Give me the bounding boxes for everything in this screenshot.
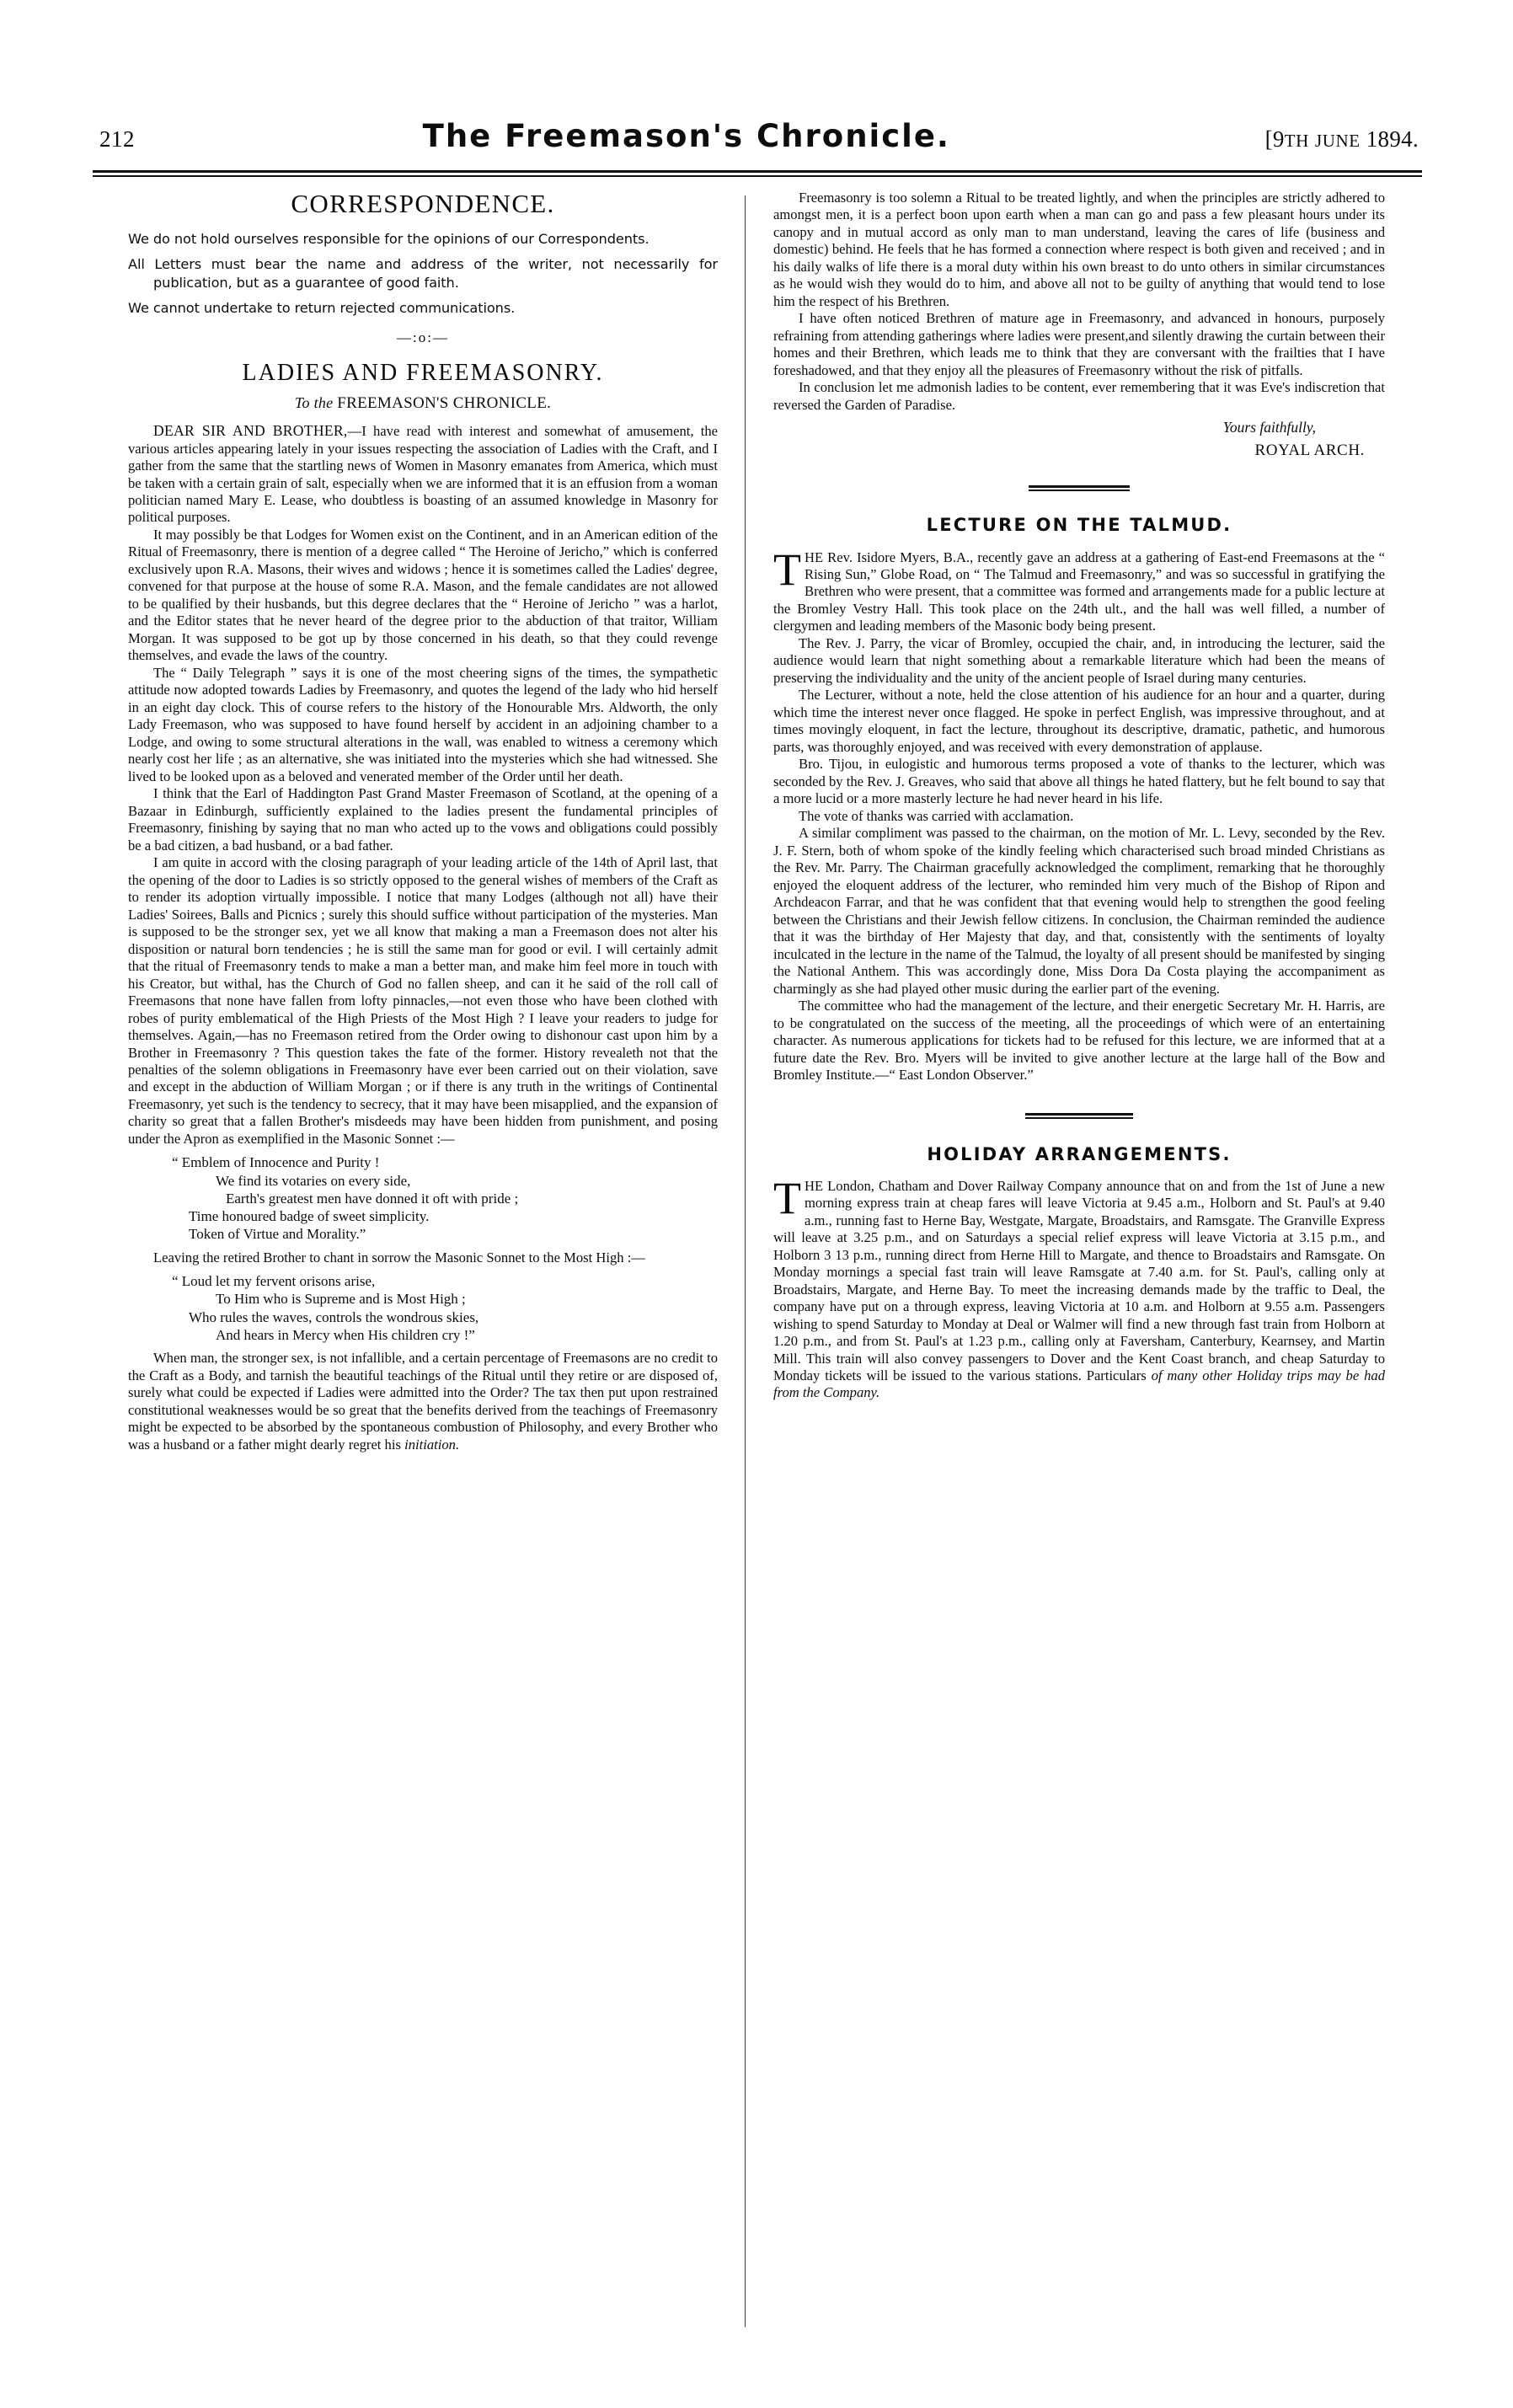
addressee-to: To the — [294, 394, 334, 412]
holiday-paragraph-1 — [773, 1172, 1385, 1402]
talmud-paragraph-4: Bro. Tijou, in eulogistic and humorous terms proposed a vote of thanks to the lecturer, which was seconded by the Rev. J. Greaves, who said that above all things he hated flattery, but he felt bound to say that a more lucid or a more masterly lecture he had never heard in his life. — [773, 756, 1385, 807]
page-number: 212 — [99, 126, 135, 152]
talmud-paragraph-1: THE Rev. Isidore Myers, B.A., recently gave an address at a gathering of East-end Freemasons at the “ Rising Sun,” Globe Road, on “ The Talmud and Freemasonry,” and was so successful in gratifying the Brethren who were present, that a committee was formed and arrangements made for a public lecture at the Bromley Vestry Hall. This took place on the 24th ult., and the hall was well filled, a number of clergymen and leading members of the Masonic body being present. — [773, 543, 1385, 634]
ladies-freemasonry-heading: LADIES AND FREEMASONRY. — [242, 359, 604, 386]
letter-addressee — [128, 393, 718, 413]
talmud-paragraph-3: The Lecturer, without a note, held the close attention of his audience for an hour and a quarter, during which time the interest never once flagged. He spoke in perfect English, was impressive throughout, and at times movingly eloquent, in fact the lecture, throughout its descriptive, dramatic, pathetic, and humorous parts, was thoroughly enjoyed, and was received with every demonstration of applause. — [773, 687, 1385, 755]
verse1-line-4: Time honoured badge of sweet simplicity. — [189, 1208, 430, 1225]
holiday-paragraph-1-text: THE London, Chatham and Dover Railway Company announce that on and from the 1st of June a new morning express train at cheap fares will leave Victoria at 9.45 a.m., Holborn and St. Paul's at 9.40 a.m., running fast to Herne Bay, Westgate, Margate, Broadstairs, and Ramsgate. The Granville Express will leave at 3.25 p.m., and on Saturdays a special relief express will leave Victoria at 3.15 p.m., and Holborn 3 13 p.m., running direct from Herne Hill to Margate, and thence to Broadstairs and Ramsgate. On Monday mornings a special fast train will leave Ramsgate at 7.40 a.m. for St. Paul's, calling only at Broadstairs, Margate, and Herne Bay. To meet the increasing demands made by the traffic to Deal, the company have put on a through express, leaving Victoria at 10 a.m. and Holborn at 9.55 a.m. Passengers wishing to spend Saturday to Monday at Deal or Walmer will find a new through fast train from Holborn at 1.20 p.m., and from St. Paul's at 1.23 p.m., calling only at Faversham, Canterbury, Kearnsey, and Martin Mill. This train will also convey passengers to Dover and the Kent Coast branch, and cheap Saturday to Monday tickets will be issued to the various stations. Particulars — [773, 1172, 1385, 1383]
letter-paragraph-2: It may possibly be that Lodges for Women exist on the Continent, and in an American edition of the Ritual of Freemasonry, there is mention of a degree called “ The Heroine of Jericho,” which is conferred exclusively upon R.A. Masons, their wives and widows ; hence it is sometimes called the Ladies' degree, convened for that purpose at the house of some R.A. Mason, and the female candidates are not allowed to be qualified by their husbands, but this degree declares that the “ Heroine of Jericho ” was a harlot, and the Editor states that he never heard of the degree prior to the abduction of that traitor, William Morgan. It was supposed to be got up by those concerned in his death, so that they could revenge themselves, and evade the laws of the country. — [128, 526, 718, 664]
letter-paragraph-7 — [128, 1350, 718, 1453]
letter-paragraph-5: I am quite in accord with the closing paragraph of your leading article of the 14th of April last, that the opening of the door to Ladies is so strictly opposed to the general wishes of members of the Craft as to render its adoption virtually impossible. I notice that many Lodges (although not all) have their Ladies' Soirees, Balls and Picnics ; surely this should suffice without participation of the mysteries. Man is supposed to be the stronger sex, yet we all know that making a man a Freemason does not alter his disposition or natural born tendencies ; he is still the same man for good or evil. I will certainly admit that the ritual of Freemasonry tends to make a man a better man, and make him feel more in touch with his Creator, but withal, has the Church of God no fallen sheep, and can it he said of the roll call of Freemasons that none have fallen from lofty pinnacles,—not even those who have been clothed with robes of purity emblematical of the High Priests of the Most High ? I leave your readers to judge for themselves. Again,—has no Freemason retired from the Order owing to dishonour cast upon him by a Brother in Freemasonry ? This question takes the fate of the former. History revealeth not that the penalties of the solemn obligations in Freemasonry have ever been carried out on their violation, save and except in the abduction of William Morgan ; or if there is any truth in the writings of Continental Freemasonry, yet such is the tendency to secrecy, that it may have been misapplied, and the expansion of charity so great that a fallen Brother's misdeeds may have been hidden from punishment, and posing under the Apron as exemplified in the Masonic Sonnet :— — [128, 854, 718, 1147]
letter-paragraph-6: Leaving the retired Brother to chant in sorrow the Masonic Sonnet to the Most High :— — [153, 1249, 645, 1266]
issue-date-day: 9 — [1272, 126, 1285, 152]
verse1-line-5: Token of Virtue and Morality.” — [189, 1226, 366, 1243]
issue-date — [1265, 126, 1419, 153]
letter-closing-word: initiation. — [404, 1436, 460, 1453]
letter-signoff: Yours faithfully, — [1222, 419, 1316, 436]
lecture-talmud-heading: LECTURE ON THE TALMUD. — [926, 515, 1232, 536]
right-column — [773, 190, 1385, 1402]
editorial-notice-2: All Letters must bear the name and address of the writer, not necessarily for publication, but as a guarantee of good faith. — [128, 256, 718, 291]
talmud-paragraph-5: The vote of thanks was carried with acclamation. — [799, 807, 1074, 824]
left-column — [128, 190, 718, 1453]
letter-salutation: DEAR SIR AND BROTHER, — [153, 421, 348, 439]
masthead-rule — [93, 170, 1422, 177]
letter-continued-paragraph-2: I have often noticed Brethren of mature age in Freemasonry, and advanced in honours, purposely refraining from attending gatherings where ladies were present,and silently drawing the curtain between their homes and their Brethren, which leads me to think that they are conversant with the frailties that I have foreshadowed, and that they enjoy all the pleasures of Freemasonry without the risk of pitfalls. — [773, 310, 1385, 378]
letter-paragraph-1 — [128, 422, 718, 527]
verse1-line-3: Earth's greatest men have donned it oft with pride ; — [226, 1190, 519, 1207]
verse2-line-1: “ Loud let my fervent orisons arise, — [172, 1273, 376, 1290]
masonic-sonnet-verse-1 — [128, 1153, 718, 1243]
letter-paragraph-7-text: When man, the stronger sex, is not infallible, and a certain percentage of Freemasons are no credit to the Craft as a Body, and tarnish the beautiful teachings of the Ritual until they retire or are disposed of, surely what could be expected if Ladies were admitted into the Order? The tax then put upon restrained constitutional weaknesses would be so great that the benefits derived from the teachings of Freemasonry might be expected to be absorbed by the spontaneous combustion of Philosophy, and every Brother who was a husband or a father might dearly regret his — [128, 1350, 718, 1453]
talmud-paragraph-2: The Rev. J. Parry, the vicar of Bromley, occupied the chair, and, in introducing the lecturer, said the audience would learn that night something about a remarkable literature which had been the means of preserving the individuality and the unity of the ancient people of Israel during many centuries. — [773, 634, 1385, 686]
masonic-sonnet-verse-2 — [128, 1272, 718, 1344]
correspondence-heading: CORRESPONDENCE. — [291, 189, 555, 218]
verse2-line-4: And hears in Mercy when His children cry !” — [216, 1326, 475, 1343]
talmud-paragraph-7: The committee who had the management of the lecture, and their energetic Secretary Mr. H. Harris, are to be congratulated on the success of the meeting, all the proceedings of which were of an entertaining character. As numerous applications for tickets had to be refused for this lecture, we are informed that at a future date the Rev. Bro. Myers will be invited to give another lecture at the large hall of the Bow and Bromley Institute.—“ East London Observer.” — [773, 998, 1385, 1084]
holiday-closing-note: of many other Holiday trips may be had from the Company. — [773, 1367, 1385, 1401]
ornament-divider: —:o:— — [397, 329, 449, 345]
publication-title: The Freemason's Chronicle. — [422, 118, 950, 154]
letter-paragraph-4: I think that the Earl of Haddington Past Grand Master Freemason of Scotland, at the opening of a Bazaar in Edinburgh, sufficiently explained to the ladies present the fundamental principles of Freemasonry, finishing by saying that no man who acted up to the vows and obligations could possibly be a bad citizen, a bad husband, or a bad father. — [128, 785, 718, 854]
letter-continued-paragraph-3: In conclusion let me admonish ladies to be content, ever remembering that it was Eve's indiscretion that reversed the Garden of Paradise. — [773, 379, 1385, 413]
editorial-notice-3: We cannot undertake to return rejected communications. — [128, 300, 516, 317]
verse1-line-2: We find its votaries on every side, — [216, 1172, 411, 1189]
holiday-arrangements-heading: HOLIDAY ARRANGEMENTS. — [927, 1143, 1232, 1164]
section-divider-rule-2 — [1025, 1113, 1133, 1119]
letter-paragraph-1-text: —I have read with interest and somewhat of amusement, the various articles appearing lately in your issues respecting the association of Ladies with the Craft, and I gather from the same that the startling news of Women in Masonry emanates from America, which must be taken with a certain grain of salt, especially when we are informed that it is an effusion from a woman politician named Mary E. Lease, who doubtless is boasting of an assumed knowledge in Masonry for political purposes. — [128, 422, 719, 526]
verse1-line-1: “ Emblem of Innocence and Purity ! — [172, 1154, 380, 1171]
letter-signature: ROYAL ARCH. — [1254, 441, 1365, 459]
addressee-paper: FREEMASON'S CHRONICLE. — [337, 394, 552, 413]
issue-date-month: JUNE — [1314, 131, 1361, 151]
letter-continued-paragraph-1: Freemasonry is too solemn a Ritual to be treated lightly, and when the principles are strictly adhered to amongst men, it is a perfect boon upon earth when a man can go and pass a few pleasant hours under its canopy and in mutual accord as only man to man understand, leaving the cares of life (business and domestic) behind. He feels that he has formed a connection where respect is both given and received ; and in his daily walks of life there is a moral duty within his own breast to do unto others in similar circumstances as he would wish they would do to him, and above all not to be guilty of anything that would tend to lose him the respect of his Brethren. — [773, 190, 1385, 309]
talmud-paragraph-6: A similar compliment was passed to the chairman, on the motion of Mr. L. Levy, seconded by the Rev. J. F. Stern, both of whom spoke of the kindly feeling which characterised such broad minded Christians as the Rev. Mr. Parry. The Chairman gracefully acknowledged the compliment, remarking that he thoroughly enjoyed the eloquent address of the lecturer, who reminded him very much of the Bishop of Ripon and Archdeacon Farrar, and that he was confident that that evening would help to strengthen the good feeling between the Christians and their Jewish fellow citizens. In conclusion, the Chairman reminded the audience that it was the birthday of Her Majesty that day, and that, consistently with the sentiments of loyalty inculcated in the lecture in the name of the Talmud, the loyalty of all present should be manifested by singing the National Anthem. This was accordingly done, Miss Dora Da Costa playing the accompaniment as charmingly as she had played other music during the earlier part of the evening. — [773, 825, 1385, 997]
column-divider-rule — [745, 195, 746, 2327]
verse2-line-2: To Him who is Supreme and is Most High ; — [216, 1291, 466, 1308]
issue-date-year: 1894. — [1366, 126, 1419, 152]
masthead — [99, 118, 1419, 172]
verse2-line-3: Who rules the waves, controls the wondrous skies, — [189, 1308, 479, 1325]
issue-date-suffix: TH — [1284, 131, 1309, 151]
issue-date-bracket: [ — [1264, 126, 1273, 152]
letter-paragraph-3: The “ Daily Telegraph ” says it is one of the most cheering signs of the times, the sympathetic attitude now adopted towards Ladies by Freemasonry, and quotes the legend of the lady who hid herself in an eight day clock. This of course refers to the history of the Honourable Mrs. Aldworth, the only Lady Freemason, who was supposed to have found herself by accident in an adjoining chamber to a Lodge, and owing to some structural alterations in the wall, was enabled to witness a ceremony which nearly cost her life ; as an alternative, she was initiated into the mysteries which she had witnessed. She lived to be looked upon as a beloved and venerated member of the Order until her death. — [128, 664, 718, 784]
editorial-notice-1: We do not hold ourselves responsible for the opinions of our Correspondents. — [128, 231, 650, 248]
section-divider-rule-1 — [1029, 485, 1130, 491]
